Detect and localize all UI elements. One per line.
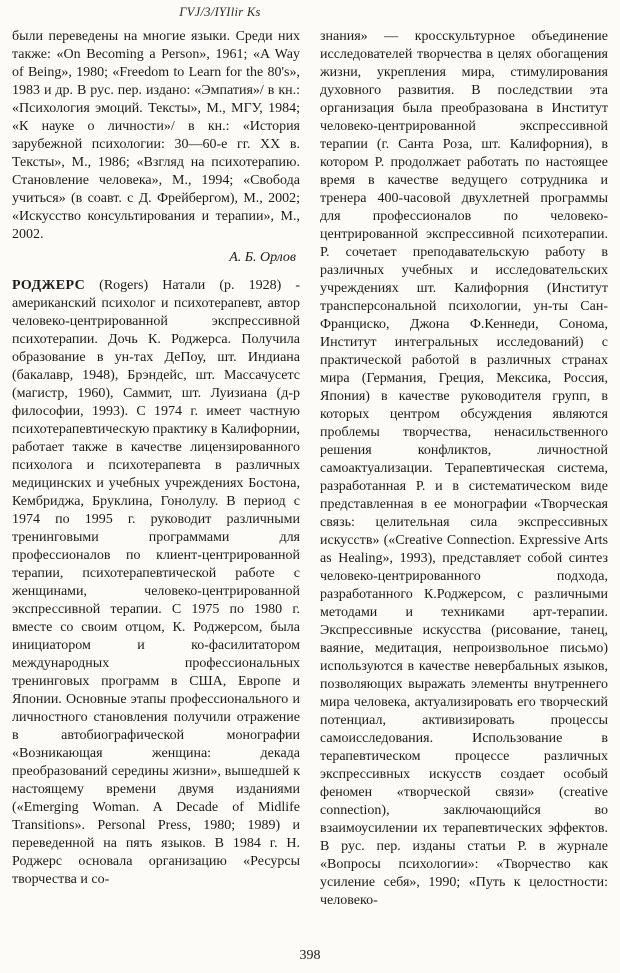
right-column bbox=[320, 28, 608, 937]
left-column bbox=[12, 28, 300, 937]
bibliography-paragraph: были переведены на многие языки. Среди них также: «On Becoming a Person», 1961; «A Way of Being», 1980; «Freedom to Learn for the 80's», 1983 и др. В рус. пер. издано: «Эмпатия»/ в кн.: «Психология эмоций. Тексты», М., МГУ, 1984; «К науке о личности»/ в кн.: «История зарубежной психологии: 30—60-е гг. XX в. Тексты», М., 1986; «Взгляд на психотерапию. Становление человека», М., 1994; «Свобода учиться» (в соавт. с Д. Фрейбергом), М., 2002; «Искусство консультирования и терапии», М., 2002. bbox=[12, 29, 300, 242]
entry-continuation-paragraph: знания» — кросскультурное объединение исследователей творчества в целях обогащения жизни, укрепления мира, стимулирования духовного развития. В последствии эта организация была преобразована в Институт человеко-центрированной экспрессивной терапии (г. Санта Роза, шт. Калифорния), в котором Р. продолжает работать по настоящее время в качестве ведущего сотрудника и тренера 400-часовой двухлетней программы для профессионалов по человеко-центрированной экспрессивной психотерапии. Р. сочетает преподавательскую работу в различных учебных и исследовательских учреждениях шт. Калифорния (Институт трансперсональной психологии, ун-ты Сан-Франциско, Джона Ф.Кеннеди, Сонома, Институт интегральных исследований) с практической работой в различных странах мира (Германия, Греция, Мексика, Россия, Япония) в качестве руководителя групп, в которых центром обсуждения являются проблемы творчества, ненасильственного решения конфликтов, личностной самоактуализации. Терапевтическая система, разработанная Р. и в систематическом виде представленная в ее монографии «Творческая связь: целительная сила экспрессивных искусств» («Creative Connection. Expressive Arts as Healing», 1993), представляет собой синтез человеко-центрированного подхода, разработанного К.Роджерсом, с различными методами и техниками арт-терапии. Экспрессивные искусства (рисование, танец, ваяние, медитация, непроизвольное письмо) используются в качестве невербальных языков, позволяющих выражать элементы внутреннего мира человека, актуализировать его творческий потенциал, активизировать процессы самоисследования. Использование в терапевтическом процессе различных экспрессивных искусств создает особый феномен «творческой связи» (creative connection), заключающийся во взаимоусилении их терапевтических эффектов. В рус. пер. изданы статьи Р. в журнале «Вопросы психологии»: «Творчество как усиление себя», 1990; «Путь к целостности: человеко- bbox=[320, 29, 608, 908]
page-number: 398 bbox=[299, 948, 321, 963]
running-header: ГVJ/3/IYIlir Ks bbox=[179, 5, 261, 19]
entry-paragraph bbox=[12, 277, 300, 889]
entry-text: (Rogers) Натали (р. 1928) - американский психолог и психотерапевт, автор человеко-центрированной экспрессивной психотерапии. Дочь К. Роджерса. Получила образование в ун-тах ДеПоу, шт. Индиана (бакалавр, 1948), Брэндейс, шт. Массачусетс (магистр, 1960), Саммит, шт. Луизиана (д-р философии, 1993). С 1974 г. имеет частную психотерапевтическую практику в Калифорнии, работает также в качестве лицензированного психолога и психотерапевта в различных медицинских и учебных учреждениях Бостона, Кембриджа, Бруклина, Гонолулу. В период с 1974 по 1995 г. руководит различными тренинговыми программами для профессионалов по клиент-центрированной терапии, психотерапевтической работе с женщинами, человеко-центрированной экспрессивной терапии. С 1975 по 1980 г. вместе со своим отцом, К. Роджерсом, была инициатором и ко-фасилитатором международных профессиональных тренинговых программ в США, Европе и Японии. Основные этапы профессионального и личностного становления получили отражение в автобиографической монографии «Возникающая женщина: декада преобразований середины жизни», вышедшей к настоящему времени двумя изданиями («Emerging Woman. A Decade of Midlife Transitions». Personal Press, 1980; 1989) и переведенной на пять языков. В 1984 г. Н. Роджерс основала организацию «Ресурсы творчества и со- bbox=[12, 278, 300, 887]
entry-headword: РОДЖЕРС bbox=[12, 278, 86, 293]
text-columns bbox=[12, 28, 608, 937]
author-signature: А. Б. Орлов bbox=[229, 250, 296, 265]
